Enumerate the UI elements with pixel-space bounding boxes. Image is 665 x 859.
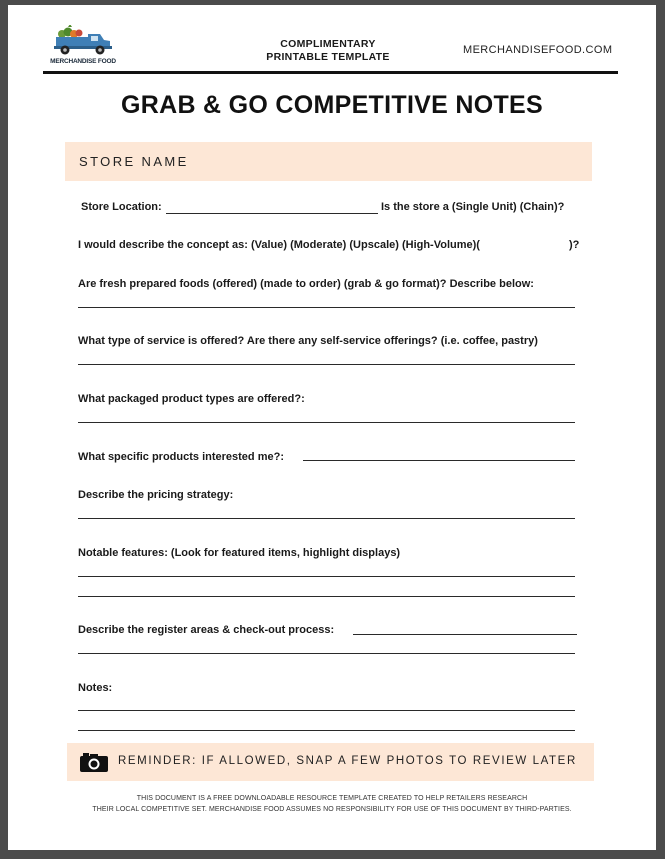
fresh-foods-line[interactable] (78, 307, 575, 308)
notable-features-line-1[interactable] (78, 576, 575, 577)
merchandise-food-logo (48, 25, 118, 69)
packaged-question: What packaged product types are offered?: (78, 393, 305, 405)
register-line-inline[interactable] (353, 634, 577, 635)
service-line[interactable] (78, 364, 575, 365)
template-label-line1: COMPLIMENTARY (280, 38, 376, 50)
specific-products-line[interactable] (303, 460, 575, 461)
store-location-label: Store Location: (81, 201, 162, 213)
footer-line-2: THEIR LOCAL COMPETITIVE SET. MERCHANDISE FOOD ASSUMES NO RESPONSIBILITY FOR USE OF THIS DOCUMENT BY THIRD-PARTIES. (92, 806, 572, 813)
specific-products-question: What specific products interested me?: (78, 451, 284, 463)
camera-icon (80, 752, 108, 772)
register-question: Describe the register areas & check-out process: (78, 624, 335, 636)
fresh-foods-question: Are fresh prepared foods (offered) (made to order) (grab & go format)? Describe below: (78, 278, 534, 290)
pricing-line[interactable] (78, 518, 575, 519)
website-link[interactable]: MERCHANDISEFOOD.COM (463, 44, 613, 56)
notable-features-question: Notable features: (Look for featured items, highlight displays) (78, 547, 401, 559)
notes-line-2[interactable] (78, 730, 575, 731)
document-page (8, 5, 656, 850)
template-label-line2: PRINTABLE TEMPLATE (266, 51, 390, 63)
store-name-label: STORE NAME (79, 154, 189, 169)
footer-disclaimer (8, 793, 656, 815)
notable-features-line-2[interactable] (78, 596, 575, 597)
page-title: GRAB & GO COMPETITIVE NOTES (120, 91, 544, 119)
reminder-text: REMINDER: IF ALLOWED, SNAP A FEW PHOTOS TO REVIEW LATER (118, 755, 577, 767)
concept-question-end: )? (569, 239, 580, 251)
logo-text: MERCHANDISE FOOD (50, 58, 116, 65)
register-line[interactable] (78, 653, 575, 654)
template-label (238, 38, 418, 64)
reminder-band (67, 743, 594, 781)
pricing-question: Describe the pricing strategy: (78, 489, 234, 501)
header-divider (43, 71, 618, 74)
service-question: What type of service is offered? Are there any self-service offerings? (i.e. coffee, pastry) (78, 335, 538, 347)
notes-label: Notes: (78, 682, 113, 694)
store-name-band (65, 142, 592, 181)
truck-icon (48, 25, 118, 59)
packaged-line[interactable] (78, 422, 575, 423)
store-type-question: Is the store a (Single Unit) (Chain)? (381, 201, 565, 213)
notes-line-1[interactable] (78, 710, 575, 711)
concept-question: I would describe the concept as: (Value) (Moderate) (Upscale) (High-Volume)( (78, 239, 480, 251)
footer-line-1: THIS DOCUMENT IS A FREE DOWNLOADABLE RESOURCE TEMPLATE CREATED TO HELP RETAILERS RESEARCH (136, 795, 528, 802)
store-location-line[interactable] (166, 213, 378, 214)
